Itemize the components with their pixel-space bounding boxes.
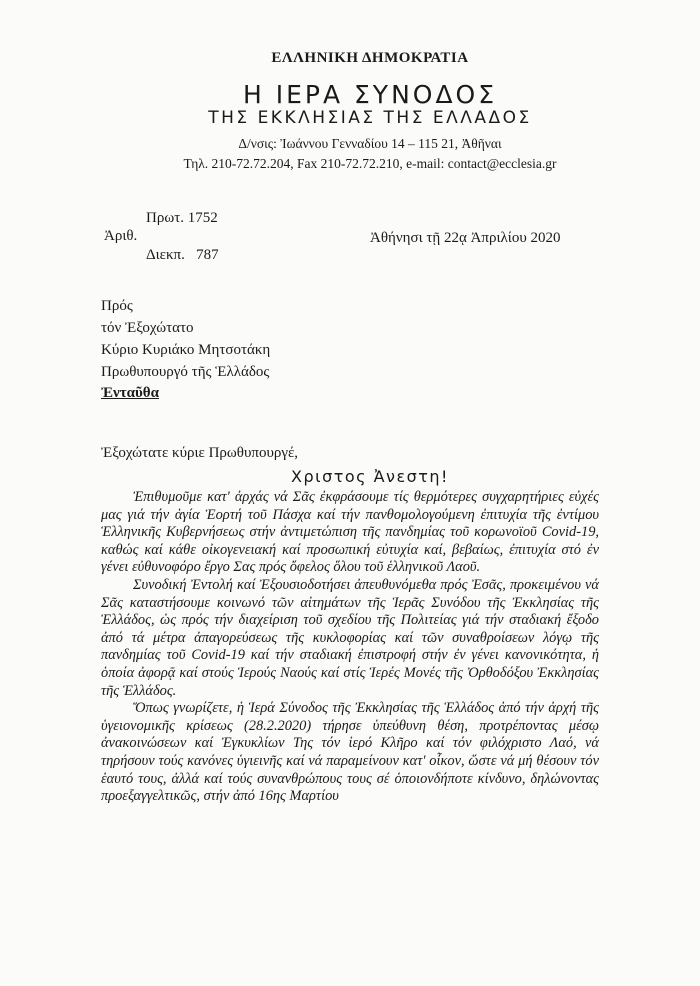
easter-greeting: Χριστος Ἀνεστη!: [291, 467, 449, 486]
church-heading: ΤΗΣ ΕΚΚΛΗΣΙΑΣ ΤΗΣ ΕΛΛΑΔΟΣ: [208, 108, 532, 128]
letter-date: Ἀθήνησι τῇ 22ᾳ Ἀπριλίου 2020: [370, 230, 561, 246]
protocol-number: Πρωτ. 1752: [146, 210, 218, 226]
recipient-location: Ἐνταῦθα: [101, 385, 159, 401]
synod-heading: Η ΙΕΡΑ ΣΥΝΟΔΟΣ: [242, 80, 498, 109]
letter-body: [101, 489, 599, 806]
address-line: Δ/νσις: Ἰωάννου Γενναδίου 14 – 115 21, Ἀθῆναι: [238, 136, 502, 151]
body-paragraph: Συνοδική Ἐντολή καί Ἐξουσιοδοτήσει ἀπευθυνόμεθα πρός Ἐσᾶς, προκειμένου νά Σᾶς καταστήσουμε κοινωνό τῶν αἰτημάτων τῆς Ἱερᾶς Συνόδου τῆς Ἐκκλησίας τῆς Ἑλλάδος, ὡς πρός τήν διαχείριση τοῦ σχεδίου τῆς Πολιτείας γιά τήν σταδιακή ἔξοδο ἀπό τά μέτρα ἀπαγορεύσεως τῆς κυκλοφορίας καί τῶν συναθροίσεων λόγῳ τῆς πανδημίας τοῦ Covid-19 καί τήν σταδιακή ἐπιστροφή στήν ἐν γένει κανονικότητα, ἡ ὁποία ἀφορᾷ καί στούς Ἱερούς Ναούς καί στίς Ἱερές Μονές τῆς Ὀρθοδόξου Ἐκκλησίας τῆς Ἑλλάδος.: [101, 576, 599, 699]
body-paragraph: Ἐπιθυμοῦμε κατ' ἀρχάς νά Σᾶς ἐκφράσουμε τίς θερμότερες συγχαρητήριες εὐχές μας γιά τήν ἁγία Ἑορτή τοῦ Πάσχα καί τήν πανθομολογούμενη ἐπιτυχία τῆς ἐντίμου Ἑλληνικῆς Κυβερνήσεως στήν ἀντιμετώπιση τῆς πανδημίας τοῦ κορωνοϊοῦ Covid-19, καθώς καί κάθε οἰκογενειακή καί προσωπική εὐτυχία καί, βεβαίως, ἐπιτυχία στό ἐν γένει εὐθυνοφόρο ἔργο Σας πρός ὄφελος ὅλου τοῦ ἑλληνικοῦ Λαοῦ.: [101, 489, 599, 576]
body-paragraph: Ὅπως γνωρίζετε, ἡ Ἱερά Σύνοδος τῆς Ἐκκλησίας τῆς Ἑλλάδος ἀπό τήν ἀρχή τῆς ὑγειονομικῆς κρίσεως (28.2.2020) τήρησε ὑπεύθυνη θέση, προτρέποντας μέσῳ ἀνακοινώσεων καί Ἐγκυκλίων Της τόν ἱερό Κλῆρο καί τόν φιλόχριστο Λαό, νά τηρήσουν τούς κανόνες ὑγιεινῆς καί νά παραμείνουν κατ' οἶκον, ὥστε νά μή θέσουν τόν ἑαυτό τους, ἀλλά καί τούς συνανθρώπους τους σέ ὁποιονδήποτε κίνδυνο, δηλώνοντας προεξαγγελτικῶς, στήν ἀπό 16ης Μαρτίου: [101, 700, 599, 805]
recipient-line: Κύριο Κυριάκο Μητσοτάκη: [101, 342, 271, 358]
salutation: Ἐξοχώτατε κύριε Πρωθυπουργέ,: [101, 445, 299, 461]
recipient-line: Πρός: [101, 298, 133, 314]
number-label: Ἀριθ.: [104, 228, 138, 244]
contact-line: Τηλ. 210-72.72.204, Fax 210-72.72.210, e-mail: contact@ecclesia.gr: [183, 156, 557, 171]
recipient-line: τόν Ἐξοχώτατο: [101, 320, 194, 336]
recipient-line: Πρωθυπουργό τῆς Ἑλλάδος: [101, 364, 270, 380]
dispatch-number: Διεκπ. 787: [146, 247, 219, 263]
state-heading: ΕΛΛΗΝΙΚΗ ΔΗΜΟΚΡΑΤΙΑ: [271, 50, 469, 66]
